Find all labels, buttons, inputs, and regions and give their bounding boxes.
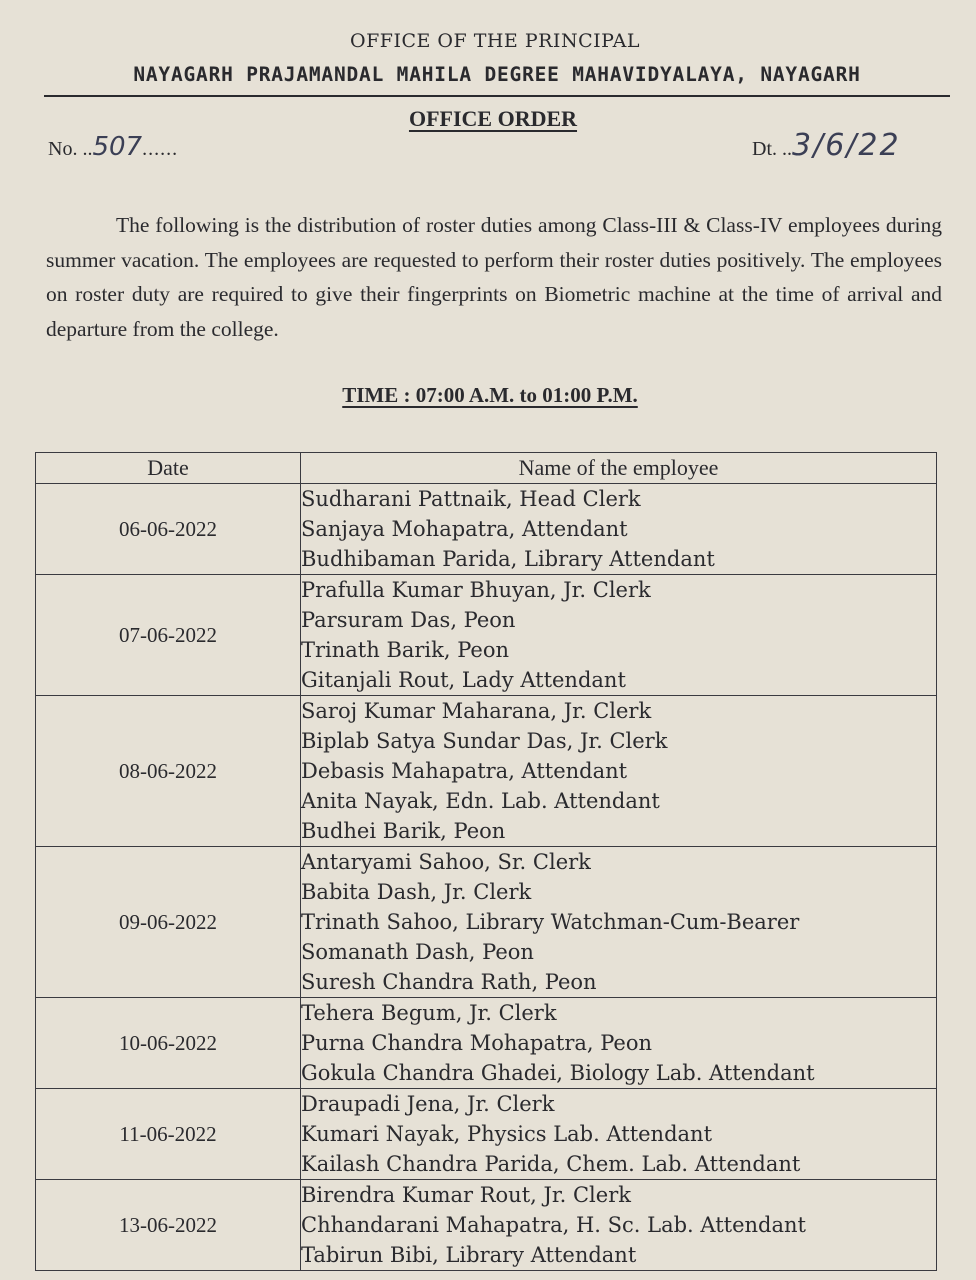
table-row — [36, 696, 937, 847]
employee-entry: Purna Chandra Mohapatra, Peon — [301, 1031, 653, 1055]
employee-entry: Trinath Sahoo, Library Watchman-Cum-Bearer — [301, 910, 800, 934]
employee-entry: Budhibaman Parida, Library Attendant — [301, 547, 715, 571]
row-date: 09-06-2022 — [36, 847, 301, 998]
employee-entry: Birendra Kumar Rout, Jr. Clerk — [301, 1183, 631, 1207]
employee-entry: Tehera Begum, Jr. Clerk — [301, 1001, 557, 1025]
employee-entry: Debasis Mahapatra, Attendant — [301, 759, 628, 783]
row-date: 08-06-2022 — [36, 696, 301, 847]
employee-entry: Anita Nayak, Edn. Lab. Attendant — [301, 789, 660, 813]
office-heading: OFFICE OF THE PRINCIPAL — [350, 30, 640, 52]
employee-entry: Biplab Satya Sundar Das, Jr. Clerk — [301, 729, 668, 753]
table-header-row — [36, 453, 937, 484]
row-date: 07-06-2022 — [36, 575, 301, 696]
order-body-text: The following is the distribution of roster duties among Class-III & Class-IV employees during summer vacation. The employees are requested to perform their roster duties positively. The employees on roster duty are required to give their fingerprints on Biometric machine at the time of arrival and departure from the college. — [46, 213, 942, 341]
row-date: 10-06-2022 — [36, 998, 301, 1089]
row-employees — [301, 998, 937, 1089]
roster-body — [36, 484, 937, 1271]
employee-entry: Prafulla Kumar Bhuyan, Jr. Clerk — [301, 578, 651, 602]
row-employees — [301, 484, 937, 575]
employee-entry: Gokula Chandra Ghadei, Biology Lab. Attendant — [301, 1061, 815, 1085]
order-number-label: No. .. — [48, 138, 93, 160]
row-date: 06-06-2022 — [36, 484, 301, 575]
row-employees — [301, 1180, 937, 1271]
employee-entry: Saroj Kumar Maharana, Jr. Clerk — [301, 699, 652, 723]
college-name: NAYAGARH PRAJAMANDAL MAHILA DEGREE MAHAVIDYALAYA, NAYAGARH — [133, 63, 861, 86]
row-employees — [301, 847, 937, 998]
employee-entry: Tabirun Bibi, Library Attendant — [301, 1243, 637, 1267]
employee-entry: Gitanjali Rout, Lady Attendant — [301, 668, 626, 692]
employee-entry: Sudharani Pattnaik, Head Clerk — [301, 487, 641, 511]
order-date-value: 3/6/22 — [792, 128, 901, 163]
employee-entry: Antaryami Sahoo, Sr. Clerk — [301, 850, 591, 874]
row-employees — [301, 1089, 937, 1180]
table-row — [36, 1089, 937, 1180]
roster-table — [35, 452, 937, 1271]
employee-entry: Kumari Nayak, Physics Lab. Attendant — [301, 1122, 713, 1146]
employee-entry: Chhandarani Mahapatra, H. Sc. Lab. Attendant — [301, 1213, 806, 1237]
table-row — [36, 575, 937, 696]
employee-entry: Somanath Dash, Peon — [301, 940, 534, 964]
table-row — [36, 847, 937, 998]
duty-time: TIME : 07:00 A.M. to 01:00 P.M. — [342, 383, 638, 407]
employee-entry: Trinath Barik, Peon — [301, 638, 510, 662]
order-number — [48, 132, 178, 162]
order-title: OFFICE ORDER — [408, 106, 578, 131]
header-divider — [44, 95, 950, 97]
employee-entry: Kailash Chandra Parida, Chem. Lab. Attendant — [301, 1152, 801, 1176]
employee-entry: Budhei Barik, Peon — [301, 819, 506, 843]
table-row — [36, 1180, 937, 1271]
table-row — [36, 484, 937, 575]
row-employees — [301, 696, 937, 847]
order-date-label: Dt. .. — [752, 138, 792, 160]
header-employee: Name of the employee — [301, 453, 937, 484]
order-number-dots: ...... — [142, 138, 179, 160]
order-date — [752, 128, 901, 163]
row-date: 13-06-2022 — [36, 1180, 301, 1271]
row-employees — [301, 575, 937, 696]
employee-entry: Draupadi Jena, Jr. Clerk — [301, 1092, 555, 1116]
employee-entry: Parsuram Das, Peon — [301, 608, 516, 632]
employee-entry: Suresh Chandra Rath, Peon — [301, 970, 597, 994]
table-row — [36, 998, 937, 1089]
row-date: 11-06-2022 — [36, 1089, 301, 1180]
header-date: Date — [36, 453, 301, 484]
employee-entry: Babita Dash, Jr. Clerk — [301, 880, 532, 904]
employee-entry: Sanjaya Mohapatra, Attendant — [301, 517, 628, 541]
order-number-value: 507 — [92, 132, 143, 162]
